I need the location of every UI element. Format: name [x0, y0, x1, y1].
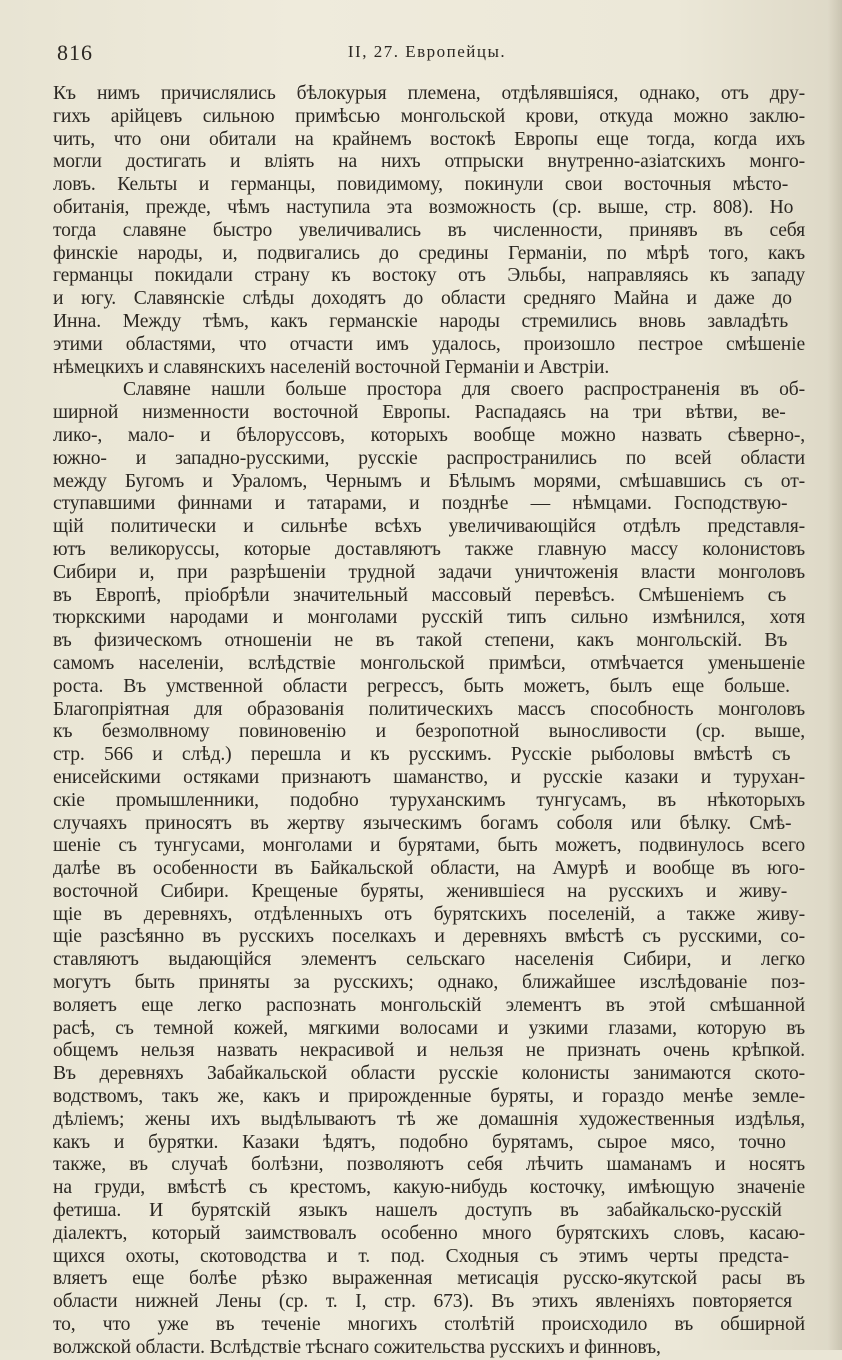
running-title: II, 27. Европейцы. — [347, 42, 507, 61]
text-line: на груди, вмѣстѣ съ крестомъ, какую-нибудь косточку, имѣющую значеніе — [53, 1177, 805, 1199]
paragraph — [53, 379, 805, 1359]
text-line: лико-, мало- и бѣлоруссовъ, которыхъ вообще можно назвать сѣверно-, — [53, 424, 805, 446]
text-line: вляетъ еще болѣе рѣзко выраженная метисація русско-якутской расы въ — [53, 1268, 805, 1290]
text-line: енисейскими остяками признаютъ шаманство, и русскіе казаки и турухан- — [53, 766, 805, 788]
text-line: волжской области. Вслѣдствіе тѣснаго сожительства русскихъ и финновъ, — [53, 1336, 661, 1358]
text-line: чить, что они обитали на крайнемъ востокѣ Европы еще тогда, когда ихъ — [53, 128, 805, 150]
text-line: германцы покидали страну къ востоку отъ Эльбы, направляясь къ западу — [53, 265, 805, 287]
text-line: общемъ нельзя назвать некрасивой и нельзя не признать очень крѣпкой. — [53, 1040, 805, 1062]
text-line: могли достигать и вліять на нихъ отпрыски внутренно-азіатскихъ монго- — [53, 151, 805, 173]
page-number: 816 — [57, 40, 93, 65]
text-line: Въ деревняхъ Забайкальской области русскіе колонисты занимаются ското- — [53, 1063, 805, 1085]
text-line: водствомъ, такъ же, какъ и прирожденные буряты, и гораздо менѣе земле- — [53, 1086, 805, 1108]
text-line: обитанія, прежде, чѣмъ наступила эта возможность (ср. выше, стр. 808). Но — [53, 196, 794, 218]
text-line: ширной низменности восточной Европы. Распадаясь на три вѣтви, ве- — [53, 402, 786, 424]
text-line: скіе промышленники, подобно туруханскимъ тунгусамъ, въ нѣкоторыхъ — [53, 789, 805, 811]
page-header — [57, 40, 797, 72]
text-line: расѣ, съ темной кожей, мягкими волосами и узкими глазами, которую въ — [53, 1017, 805, 1039]
text-line: ставляютъ выдающійся элементъ сельскаго населенія Сибири, и легко — [53, 949, 805, 971]
text-line: къ безмолвному повиновенію и безропотной выносливости (ср. выше, — [53, 721, 805, 743]
text-line: гихъ арійцевъ сильною примѣсью монгольской крови, откуда можно заклю- — [53, 105, 805, 127]
body-text — [53, 83, 805, 1360]
text-line: могутъ быть приняты за русскихъ; однако, ближайшее изслѣдованіе поз- — [53, 972, 805, 994]
text-line: Сибири и, при разрѣшеніи трудной задачи уничтоженія власти монголовъ — [53, 561, 805, 583]
text-line: тюркскими народами и монголами русскій типъ сильно измѣнился, хотя — [53, 607, 805, 629]
text-line: какъ и бурятки. Казаки ѣдятъ, подобно бурятамъ, сырое мясо, точно — [53, 1131, 786, 1153]
text-line: щіе разсѣянно въ русскихъ поселкахъ и деревняхъ вмѣстѣ съ русскими, со- — [53, 926, 805, 948]
text-line: то, что уже въ теченіе многихъ столѣтій происходило въ обширной — [53, 1314, 805, 1336]
text-line: случаяхъ приносятъ въ жертву языческимъ богамъ соболя или бѣлку. Смѣ- — [53, 812, 792, 834]
text-line: Къ нимъ причислялись бѣлокурыя племена, отдѣлявшіяся, однако, отъ дру- — [53, 83, 805, 104]
text-line: области нижней Лены (ср. т. I, стр. 673). Въ этихъ явленіяхъ повторяется — [53, 1291, 793, 1313]
text-line: Инна. Между тѣмъ, какъ германскіе народы стремились вновь завладѣть — [53, 310, 788, 332]
text-line: роста. Въ умственной области регрессъ, быть можетъ, былъ еще больше. — [53, 675, 790, 697]
text-line: воляетъ еще легко распознать монгольскій элементъ въ этой смѣшанной — [53, 994, 805, 1016]
paragraph — [53, 83, 805, 379]
text-line: фетиша. И бурятскій языкъ нашелъ доступъ въ забайкальско-русскій — [53, 1200, 782, 1222]
text-line: и югу. Славянскіе слѣды доходятъ до области средняго Майна и даже до — [53, 288, 792, 310]
text-line: восточной Сибири. Крещеные буряты, женившіеся на русскихъ и живу- — [53, 880, 788, 902]
text-line: шеніе съ тунгусами, монголами и бурятами, быть можетъ, подвинулось всего — [53, 835, 805, 857]
text-line: южно- и западно-русскими, русскіе распространились по всей области — [53, 447, 805, 469]
text-line: ловъ. Кельты и германцы, повидимому, покинули свои восточныя мѣсто- — [53, 174, 789, 196]
text-line: Славяне нашли больше простора для своего распространенія въ об- — [123, 379, 805, 401]
text-line: въ Европѣ, пріобрѣли значительный массовый перевѣсъ. Смѣшеніемъ съ — [53, 584, 787, 606]
text-line: стр. 566 и слѣд.) перешла и къ русскимъ. Русскіе рыболовы вмѣстѣ съ — [53, 744, 791, 766]
text-line: въ физическомъ отношеніи не въ такой степени, какъ монгольскій. Въ — [53, 630, 788, 652]
text-line: ступавшими финнами и татарами, и позднѣе — нѣмцами. Господствую- — [53, 493, 788, 515]
text-line: щіе въ деревняхъ, отдѣленныхъ отъ бурятскихъ поселеній, а также живу- — [53, 903, 805, 925]
text-line: тогда славяне быстро увеличивались въ численности, принявъ въ себя — [53, 219, 805, 241]
page-edge-shadow — [828, 0, 842, 1350]
text-line: щихся охоты, скотоводства и т. под. Сходныя съ этимъ черты предста- — [53, 1245, 789, 1267]
text-line: между Бугомъ и Ураломъ, Чернымъ и Бѣлымъ морями, смѣшавшись съ от- — [53, 470, 805, 492]
text-line: ютъ великоруссы, которые доставляютъ также главную массу колонистовъ — [53, 538, 805, 560]
text-line: далѣе въ особенности въ Байкальской области, на Амурѣ и вообще въ юго- — [53, 858, 805, 880]
text-line: щій политически и сильнѣе всѣхъ увеличивающійся отдѣлъ представля- — [53, 516, 805, 538]
text-line: самомъ населеніи, вслѣдствіе монгольской примѣси, отмѣчается уменьшеніе — [53, 652, 805, 674]
text-line: діалектъ, который заимствовалъ особенно много бурятскихъ словъ, касаю- — [53, 1222, 805, 1244]
text-line: нѣмецкихъ и славянскихъ населеній восточной Германіи и Австріи. — [53, 356, 610, 378]
text-line: финскіе народы, и, подвигались до средины Германіи, по мѣрѣ того, какъ — [53, 242, 805, 264]
text-line: Благопріятная для образованія политическихъ массъ способность монголовъ — [53, 698, 805, 720]
text-line: этими областями, что отчасти имъ удалось, произошло пестрое смѣшеніе — [53, 333, 805, 355]
paragraphs — [53, 83, 805, 1360]
text-line: также, въ случаѣ болѣзни, позволяютъ себя лѣчить шаманамъ и носятъ — [53, 1154, 805, 1176]
text-line: дѣліемъ; жены ихъ выдѣлываютъ тѣ же домашнія художественныя издѣлья, — [53, 1108, 805, 1130]
